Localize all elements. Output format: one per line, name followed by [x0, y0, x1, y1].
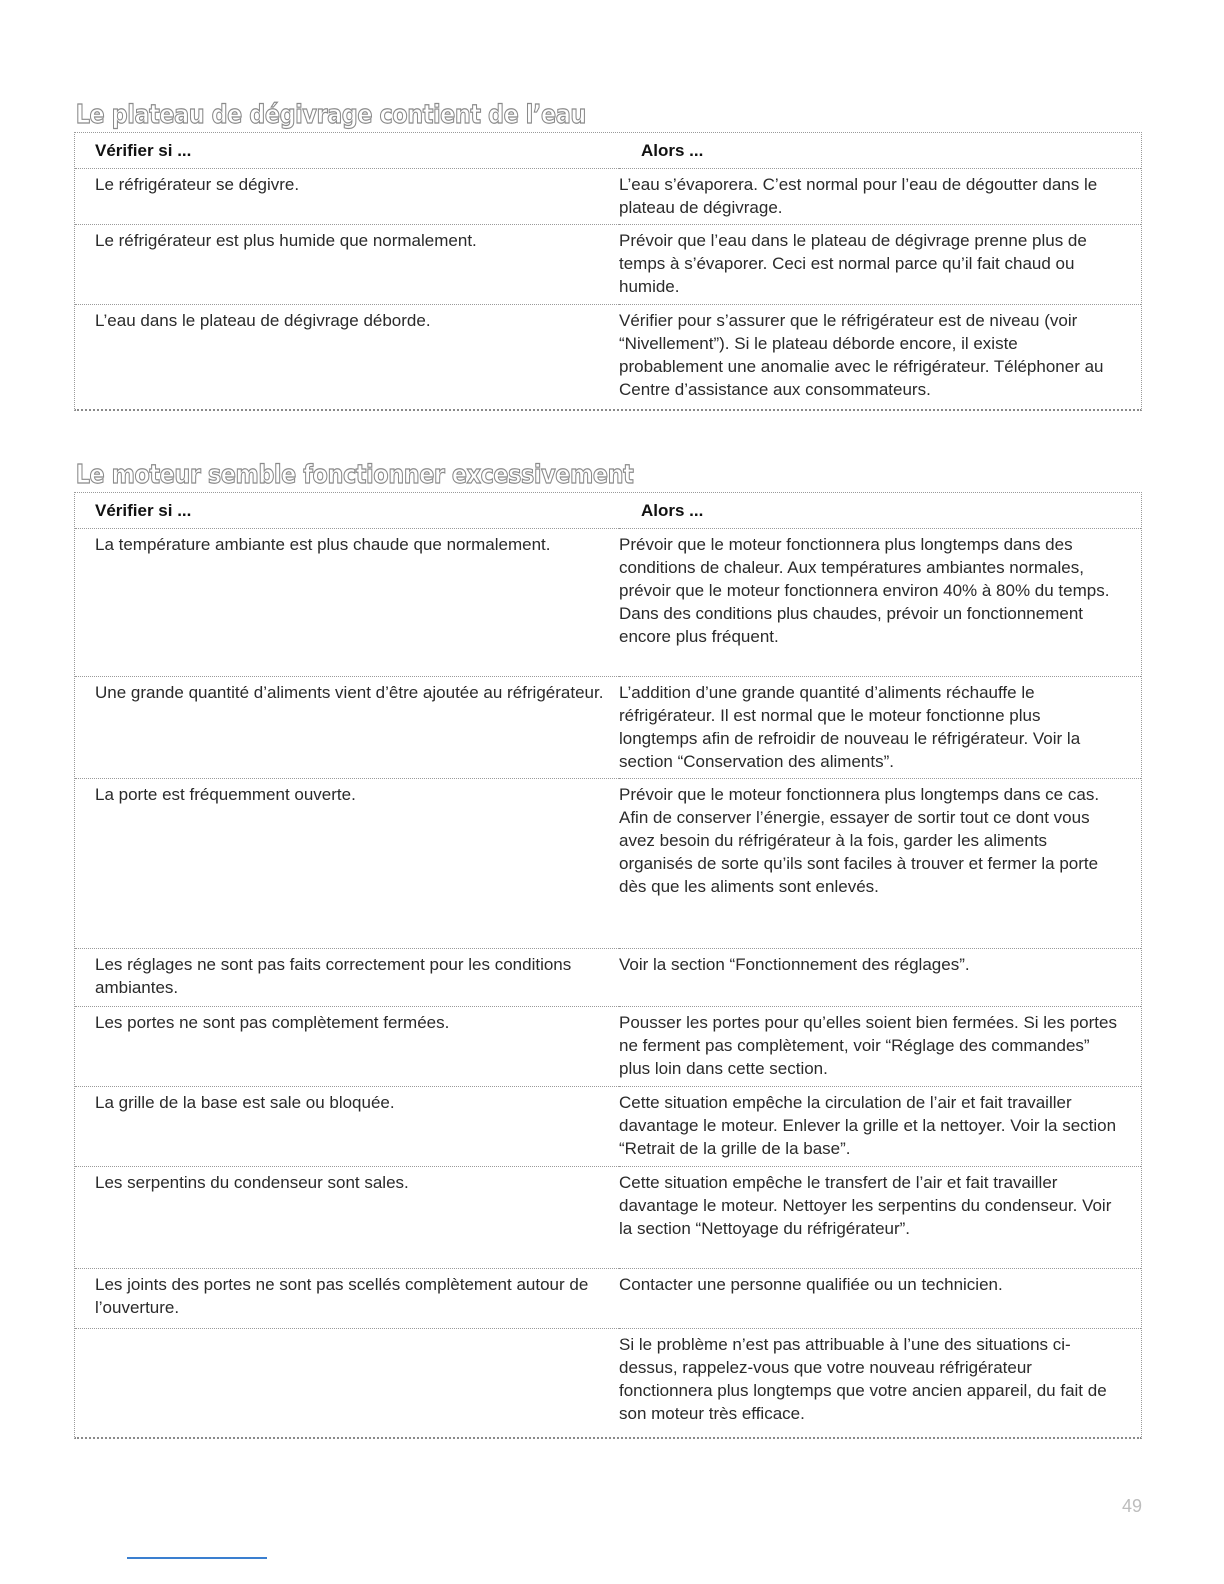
table-row — [75, 1329, 1141, 1437]
table-header-row — [75, 493, 1141, 529]
check-cell — [75, 1329, 619, 1437]
column-header-then: Alors ... — [641, 501, 704, 520]
table-row — [75, 1007, 1141, 1087]
check-cell: Les réglages ne sont pas faits correctement pour les conditions ambiantes. — [95, 955, 572, 997]
section-motor-running — [74, 460, 1142, 1439]
check-cell: Les serpentins du condenseur sont sales. — [95, 1173, 409, 1192]
table-row — [75, 677, 1141, 779]
then-cell: L’addition d’une grande quantité d’aliments réchauffe le réfrigérateur. Il est normal que le moteur fonctionne plus longtemps afin de refroidir de nouveau le réfrigérateur. Voir la section “Conservation des aliments”. — [619, 683, 1081, 771]
section-title: Le plateau de dégivrage contient de l’eau — [75, 100, 586, 130]
table-row — [75, 949, 1141, 1007]
table-row — [75, 169, 1141, 225]
then-cell: Voir la section “Fonctionnement des réglages”. — [619, 955, 970, 974]
table-header-row — [75, 133, 1141, 169]
check-cell: Le réfrigérateur est plus humide que normalement. — [95, 231, 477, 250]
then-cell: Pousser les portes pour qu’elles soient bien fermées. Si les portes ne ferment pas complètement, voir “Réglage des commandes” plus loin dans cette section. — [619, 1013, 1117, 1078]
then-cell: L’eau s’évaporera. C’est normal pour l’eau de dégoutter dans le plateau de dégivrage. — [619, 175, 1098, 217]
table-row — [75, 1087, 1141, 1167]
table-row — [75, 529, 1141, 677]
then-cell: Prévoir que le moteur fonctionnera plus longtemps dans des conditions de chaleur. Aux températures ambiantes normales, prévoir que le moteur fonctionnera environ 40% à 80% du temps. Dans des conditions plus chaudes, prévoir un fonctionnement encore plus fréquent. — [619, 535, 1110, 646]
then-cell: Cette situation empêche le transfert de l’air et fait travailler davantage le moteur. Nettoyer les serpentins du condenseur. Voir la section “Nettoyage du réfrigérateur”. — [619, 1173, 1112, 1238]
troubleshooting-table — [75, 133, 1141, 409]
check-cell: L’eau dans le plateau de dégivrage déborde. — [95, 311, 431, 330]
column-header-check: Vérifier si ... — [95, 501, 192, 520]
page-number: 49 — [1121, 1496, 1142, 1516]
check-cell: La grille de la base est sale ou bloquée. — [95, 1093, 395, 1112]
table-row — [75, 1167, 1141, 1269]
check-cell: Les joints des portes ne sont pas scellés complètement autour de l’ouverture. — [95, 1275, 589, 1317]
footer-rule — [127, 1557, 267, 1559]
table-row — [75, 779, 1141, 949]
column-header-then: Alors ... — [641, 141, 704, 160]
then-cell: Cette situation empêche la circulation de l’air et fait travailler davantage le moteur. Enlever la grille et la nettoyer. Voir la section “Retrait de la grille de la base”. — [619, 1093, 1117, 1158]
then-cell: Prévoir que l’eau dans le plateau de dégivrage prenne plus de temps à s’évaporer. Ceci est normal parce qu’il fait chaud ou humide. — [619, 231, 1087, 296]
then-cell: Contacter une personne qualifiée ou un technicien. — [619, 1275, 1003, 1294]
table-row — [75, 305, 1141, 409]
then-cell: Si le problème n’est pas attribuable à l’une des situations ci-dessus, rappelez-vous que votre nouveau réfrigérateur fonctionnera plus longtemps que votre ancien appareil, du fait de son moteur très efficace. — [619, 1335, 1107, 1423]
check-cell: Les portes ne sont pas complètement fermées. — [95, 1013, 450, 1032]
then-cell: Vérifier pour s’assurer que le réfrigérateur est de niveau (voir “Nivellement”). Si le plateau déborde encore, il existe probablement une anomalie avec le réfrigérateur. Téléphoner au Centre d’assistance aux consommateurs. — [619, 311, 1104, 399]
check-cell: La température ambiante est plus chaude que normalement. — [95, 535, 551, 554]
troubleshooting-table — [75, 493, 1141, 1437]
troubleshooting-table-box — [74, 132, 1142, 411]
table-row — [75, 1269, 1141, 1329]
check-cell: Une grande quantité d’aliments vient d’être ajoutée au réfrigérateur. — [95, 683, 604, 702]
then-cell: Prévoir que le moteur fonctionnera plus longtemps dans ce cas. Afin de conserver l’énergie, essayer de sortir tout ce dont vous avez besoin du réfrigérateur à la fois, garder les aliments organisés de sorte qu’ils sont faciles à trouver et fermer la porte dès que les aliments sont enlevés. — [619, 785, 1100, 896]
check-cell: La porte est fréquemment ouverte. — [95, 785, 356, 804]
check-cell: Le réfrigérateur se dégivre. — [95, 175, 300, 194]
section-title: Le moteur semble fonctionner excessivement — [75, 460, 634, 490]
troubleshooting-table-box — [74, 492, 1142, 1439]
table-row — [75, 225, 1141, 305]
column-header-check: Vérifier si ... — [95, 141, 192, 160]
section-defrost-pan — [74, 100, 1142, 411]
